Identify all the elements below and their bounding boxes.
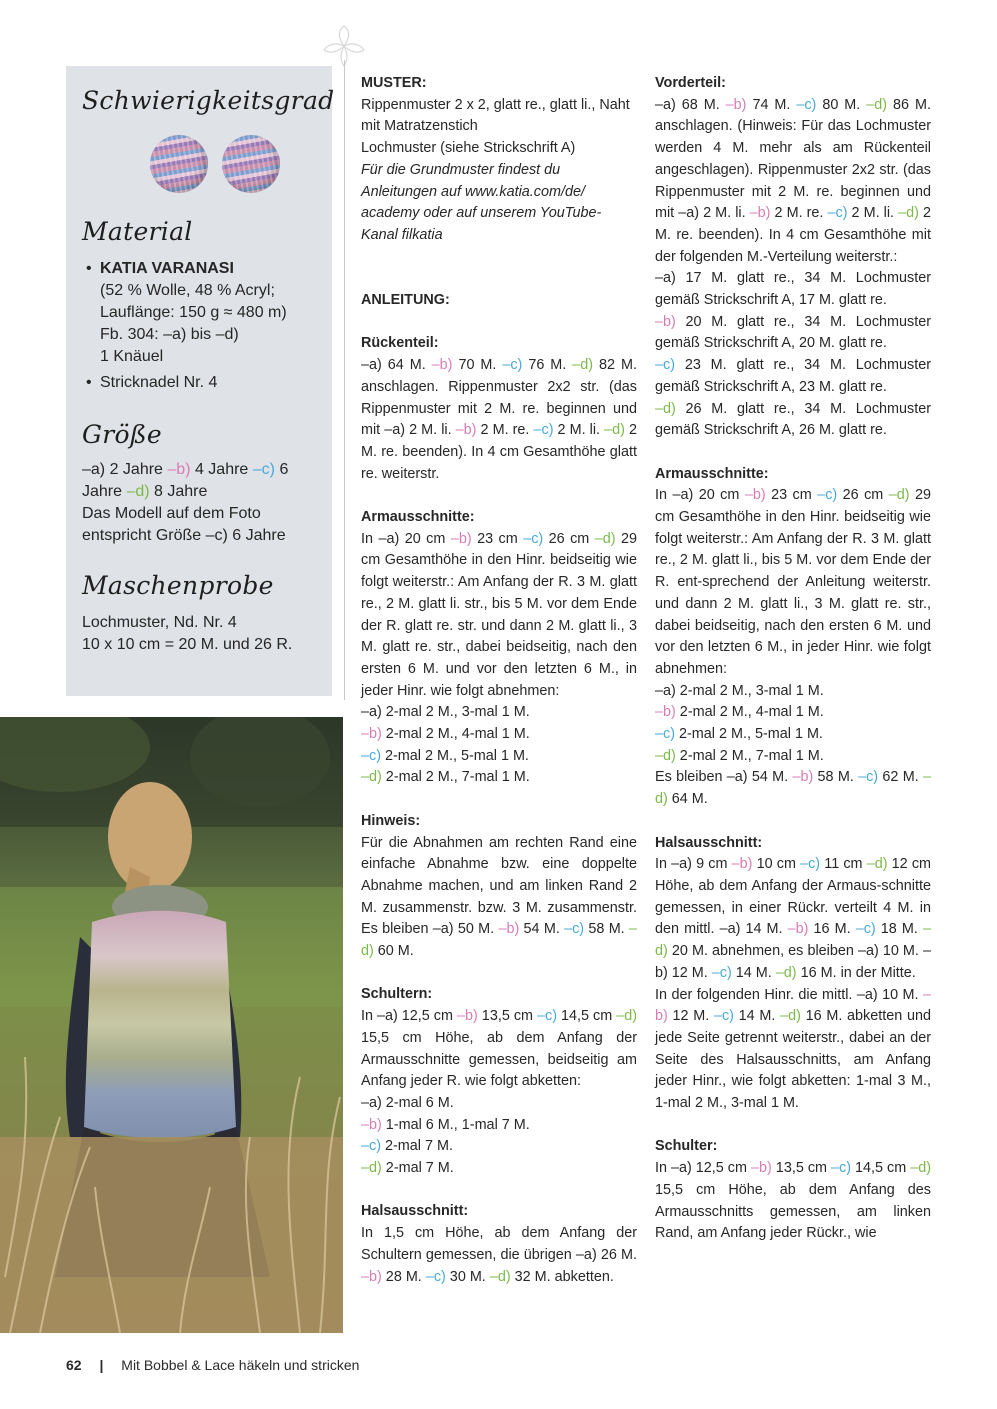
- halsausschnitt-text: In 1,5 cm Höhe, ab dem Anfang der Schultern gemessen, die übrigen –a) 26 M. –b) 28 M. –c) 30 M. –d) 32 M. abketten.: [361, 1225, 637, 1285]
- schultern-size-d: –d) 2-mal 7 M.: [361, 1160, 454, 1177]
- armausschnitte-front-heading: Armausschnitte:: [655, 465, 769, 482]
- difficulty-heading: Schwierigkeitsgrad: [82, 86, 335, 115]
- info-sidebar: [66, 66, 335, 696]
- ruecken-heading: Rückenteil:: [361, 335, 439, 352]
- page-number: 62: [66, 1357, 82, 1373]
- schultern-heading: Schultern:: [361, 986, 433, 1003]
- schulter-heading: Schulter:: [655, 1138, 718, 1155]
- instructions-column-2: [655, 73, 931, 1245]
- yarn-ball-icon: [150, 135, 208, 193]
- arm-size-a: –a) 2-mal 2 M., 3-mal 1 M.: [361, 704, 530, 721]
- footer-separator: |: [99, 1357, 104, 1373]
- material-yarn-name: KATIA VARANASI: [100, 260, 234, 277]
- vorderteil-size-a: –a) 17 M. glatt re., 34 M. Lochmuster gemäß Strickschrift A, 17 M. glatt re.: [655, 270, 931, 309]
- yarn-ball-icon: [222, 135, 280, 193]
- material-needle-item: • Stricknadel Nr. 4: [86, 372, 318, 394]
- arm-front-size-b: –b) 2-mal 2 M., 4-mal 1 M.: [655, 704, 824, 721]
- instructions-column-1: [361, 73, 637, 1288]
- hinweis-text: Für die Abnahmen am rechten Rand eine einfache Abnahme bzw. eine doppelte Abnahme machen, und am linken Rand 2 M. zusammenstr. bzw. 3 M. zusammenstr. Es bleiben –a) 50 M. –b) 54 M. –c) 58 M. –d) 60 M.: [361, 834, 637, 960]
- halsausschnitt-front-text-2: In der folgenden Hinr. die mittl. –a) 10 M. –b) 12 M. –c) 14 M. –d) 16 M. abketten und jede Seite getrennt weiterstr., dabei an der Seite des Halsausschnitts, am Anfang jeder Hinr., wie folgt abketten: 1-mal 3 M., 1-mal 2 M., 3-mal 1 M.: [655, 986, 931, 1112]
- vorderteil-text: –a) 68 M. –b) 74 M. –c) 80 M. –d) 86 M. anschlagen. (Hinweis: Für das Lochmuster werden 4 M. mehr als am Rückenteil angeschlagen). Rippenmuster 2x2 str. (das Rippenmuster mit 2 M. re. beginnen und mit –a) 2 M. li. –b) 2 M. re. –c) 2 M. li. –d) 2 M. re. beenden). In 4 cm Gesamthöhe mit der folgenden M.-Verteilung weiterstr.:: [655, 96, 931, 265]
- model-photo: [0, 717, 343, 1333]
- material-composition: (52 % Wolle, 48 % Acryl;: [100, 282, 275, 299]
- vorderteil-heading: Vorderteil:: [655, 75, 726, 91]
- book-title: Mit Bobbel & Lace häkeln und stricken: [121, 1357, 360, 1373]
- size-heading: Größe: [82, 420, 162, 449]
- muster-italic-note: Für die Grundmuster findest du Anleitungen auf www.katia.com/de/ academy oder auf unserem YouTube-Kanal filkatia: [361, 161, 602, 243]
- schultern-size-c: –c) 2-mal 7 M.: [361, 1138, 453, 1155]
- halsausschnitt-heading: Halsausschnitt:: [361, 1203, 469, 1220]
- girl-in-field-image: [0, 717, 343, 1333]
- gauge-text: Lochmuster, Nd. Nr. 4 10 x 10 cm = 20 M. und 26 R.: [82, 614, 293, 653]
- material-color: Fb. 304: –a) bis –d): [100, 326, 239, 343]
- schultern-size-a: –a) 2-mal 6 M.: [361, 1094, 454, 1111]
- gauge-heading: Maschenprobe: [82, 571, 274, 600]
- vorderteil-size-b: –b) 20 M. glatt re., 34 M. Lochmuster gemäß Strickschrift A, 20 M. glatt re.: [655, 313, 931, 352]
- difficulty-rating: [150, 135, 318, 193]
- vorderteil-size-d: –d) 26 M. glatt re., 34 M. Lochmuster gemäß Strickschrift A, 26 M. glatt re.: [655, 400, 931, 439]
- schultern-text: In –a) 12,5 cm –b) 13,5 cm –c) 14,5 cm –d) 15,5 cm Höhe, ab dem Anfang der Armausschnitte gemessen, beidseitig am Anfang jeder R. wie folgt abketten:: [361, 1008, 637, 1090]
- muster-text-2: Lochmuster (siehe Strickschrift A): [361, 140, 576, 157]
- muster-text: Rippenmuster 2 x 2, glatt re., glatt li., Naht mit Matratzenstich: [361, 96, 630, 135]
- halsausschnitt-front-heading: Halsausschnitt:: [655, 834, 763, 851]
- material-heading: Material: [82, 217, 193, 246]
- size-text: –a) 2 Jahre –b) 4 Jahre –c) 6 Jahre –d) 8 Jahre Das Modell auf dem Foto entspricht Größe –c) 6 Jahre: [82, 461, 289, 544]
- muster-heading: MUSTER:: [361, 75, 427, 91]
- armausschnitte-heading: Armausschnitte:: [361, 509, 475, 525]
- size-note: Das Modell auf dem Foto entspricht Größe –c) 6 Jahre: [82, 505, 286, 544]
- halsausschnitt-front-text: In –a) 9 cm –b) 10 cm –c) 11 cm –d) 12 cm Höhe, ab dem Anfang der Armaus-schnitte gemessen, in einer Rückr. verteilt 4 M. in den mittl. –a) 14 M. –b) 16 M. –c) 18 M. –d) 20 M. abnehmen, es bleiben –a) 10 M. –b) 12 M. –c) 14 M. –d) 16 M. in der Mitte.: [655, 856, 932, 981]
- arm-front-size-d: –d) 2-mal 2 M., 7-mal 1 M.: [655, 747, 824, 764]
- anleitung-heading: ANLEITUNG:: [361, 292, 450, 308]
- armausschnitte-front-text: In –a) 20 cm –b) 23 cm –c) 26 cm –d) 29 cm Gesamthöhe in den Hinr. beidseitig wie folgt weiterstr.: Am Anfang der R. 3 M. glatt re., 2 M. glatt li., bis 5 M. vor dem Ende der R. ent-sprechend der Anleitung weiterstr. und dann 2 M. glatt li., 3 M. glatt re. str., dabei beidseitig, nach den ersten 6 M. und vor den letzten 6 M., in jeder Hinr. wie folgt abnehmen:: [655, 487, 932, 677]
- column-divider: [344, 60, 345, 700]
- material-quantity: 1 Knäuel: [100, 348, 164, 365]
- hinweis-heading: Hinweis:: [361, 812, 421, 829]
- remaining-stitches: Es bleiben –a) 54 M. –b) 58 M. –c) 62 M. –d) 64 M.: [655, 769, 931, 808]
- vorderteil-size-c: –c) 23 M. glatt re., 34 M. Lochmuster gemäß Strickschrift A, 23 M. glatt re.: [655, 357, 931, 395]
- arm-front-size-a: –a) 2-mal 2 M., 3-mal 1 M.: [655, 682, 824, 699]
- page-footer: [66, 1357, 359, 1373]
- arm-size-d: –d) 2-mal 2 M., 7-mal 1 M.: [361, 769, 530, 786]
- material-yarn-item: [86, 258, 318, 368]
- armausschnitte-text: In –a) 20 cm –b) 23 cm –c) 26 cm –d) 29 cm Gesamthöhe in den Hinr. beidseitig wie folgt weiterstr.: Am Anfang der R. 3 M. glatt re., 2 M. glatt li. str., bis 5 M. vor dem Ende der R. glatt re. str. und dann 2 M. glatt li., 3 M. glatt re. str., dabei beidseitig, nach den ersten 6 M. und vor den letzten 6 M., in jeder Hinr. wie folgt abnehmen:: [361, 530, 638, 699]
- arm-front-size-c: –c) 2-mal 2 M., 5-mal 1 M.: [655, 726, 823, 743]
- schulter-text: In –a) 12,5 cm –b) 13,5 cm –c) 14,5 cm –d) 15,5 cm Höhe, ab dem Anfang des Armausschnitts gemessen, am linken Rand, am Anfang jeder Rückr., wie: [655, 1160, 931, 1242]
- arm-size-c: –c) 2-mal 2 M., 5-mal 1 M.: [361, 747, 529, 764]
- arm-size-b: –b) 2-mal 2 M., 4-mal 1 M.: [361, 726, 530, 743]
- schultern-size-b: –b) 1-mal 6 M., 1-mal 7 M.: [361, 1116, 530, 1133]
- ruecken-text: –a) 64 M. –b) 70 M. –c) 76 M. –d) 82 M. anschlagen. Rippenmuster 2x2 str. (das Rippenmuster mit 2 M. re. beginnen und mit –a) 2 M. li. –b) 2 M. re. –c) 2 M. li. –d) 2 M. re. beenden). In 4 cm Gesamthöhe glatt re. weiterstr.: [361, 357, 637, 482]
- material-list: [86, 258, 318, 394]
- material-length: Lauflänge: 150 g ≈ 480 m): [100, 304, 287, 321]
